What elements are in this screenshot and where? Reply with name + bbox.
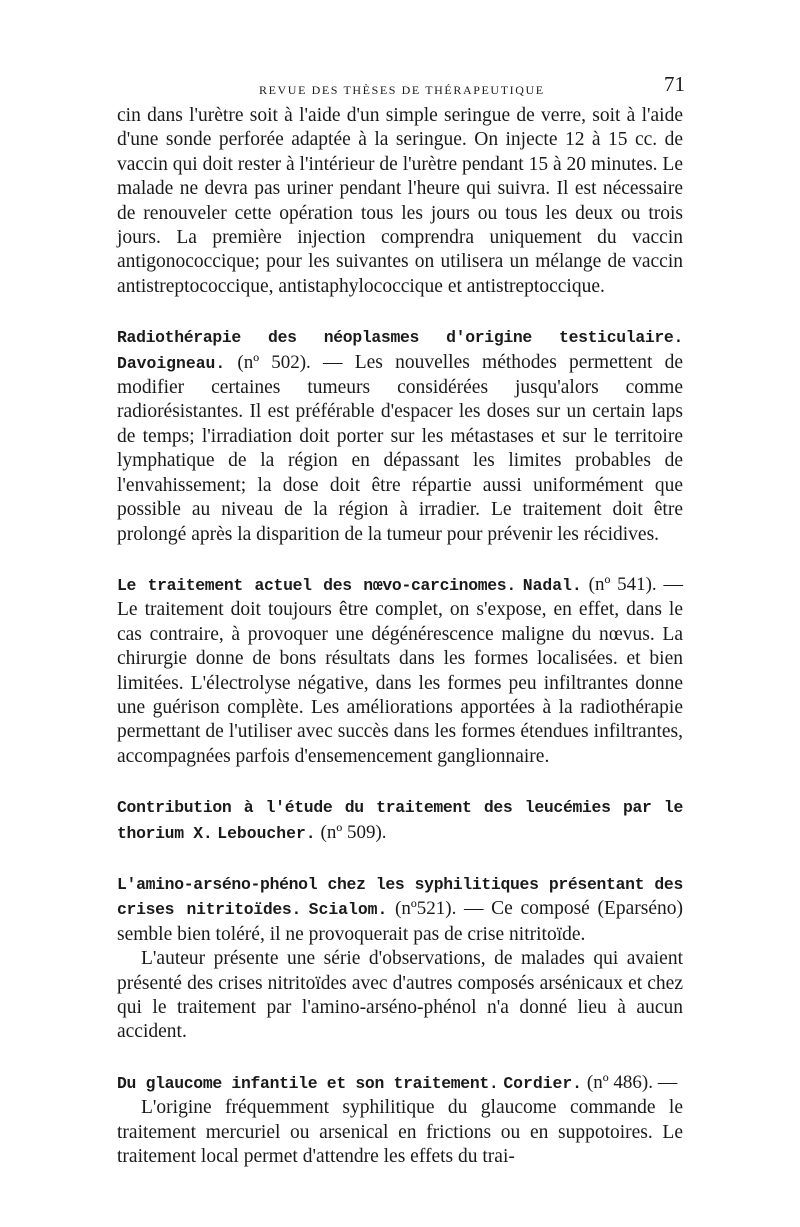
entry-reference: (nº521). (395, 898, 457, 920)
entry-title: Contribution à l'étude du traitement des leucémies par le thorium X. (117, 798, 683, 843)
entry-reference: (nº 541). (588, 573, 657, 595)
entry-body: — (657, 1071, 678, 1093)
entry-body-paragraph: L'auteur présente une série d'observations, de malades qui avaient présenté des crises nitritoïdes avec d'autres composés arsénicaux et chez qui le traitement par l'amino-arséno-phénol n'a donné lieu à aucun accident. (117, 948, 683, 1043)
entry-body: — Le traitement doit toujours être complet, on s'expose, en effet, dans le cas contraire, à provoquer une dégénérescence maligne du nœvus. La chirurgie donne de bons résultats dans les formes localisées. et bien limitées. L'électrolyse négative, dans les formes peu infiltrantes donne une guérison complète. Les améliorations apportées à la radiothérapie permettant de l'utiliser avec succès dans les formes étendues infiltrantes, accompagnées parfois d'ensemencement ganglionnaire. (117, 573, 684, 767)
entry-author: Cordier. (503, 1073, 583, 1093)
abstract-entry-noevo-carcinomes (117, 573, 683, 769)
page-number: 71 (664, 72, 685, 96)
entry-title: L'amino-arséno-phénol chez les syphilitiques présentant des crises nitritoïdes. (117, 874, 683, 920)
entry-author: Scialom. (308, 900, 388, 920)
document-page (117, 72, 683, 1169)
entry-body: — Les nouvelles méthodes permettent de modifier certaines tumeurs considérées jusqu'alors comme radiorésistantes. Il est préférable d'espacer les doses sur un certain laps de temps; l'irradiation doit porter sur les métastases et sur le territoire lymphatique de la région en dépassant les limites probables de l'envahissement; la dose doit être répartie aussi uniformément que possible au niveau de la région à irradier. Le traitement doit être prolongé après la disparition de la tumeur pour prévenir les récidives. (117, 351, 684, 545)
running-title: REVUE DES THÈSES DE THÉRAPEUTIQUE (259, 83, 545, 97)
entry-author: Davoigneau. (117, 353, 226, 373)
entry-author: Leboucher. (217, 823, 316, 843)
abstract-entry-amino-arseno-phenol (117, 872, 683, 1045)
entry-body-paragraph: L'origine fréquemment syphilitique du glaucome commande le traitement mercuriel ou arsenical en frictions ou en suppotoires. Le traitement local permet d'attendre les effets du trai- (117, 1097, 683, 1168)
entry-reference: (nº 502). (237, 351, 311, 373)
abstract-entry-glaucome (117, 1071, 683, 1170)
entry-reference: (nº 486). (586, 1071, 653, 1093)
entry-paragraph (117, 872, 683, 947)
entry-title: Du glaucome infantile et son traitement. (117, 1073, 499, 1093)
abstract-entry-radiotherapie (117, 325, 683, 547)
entry-paragraph (117, 1071, 683, 1096)
abstract-entry-leucemies (117, 795, 683, 846)
entry-paragraph (117, 573, 683, 769)
continuation-paragraph: cin dans l'urètre soit à l'aide d'un simple seringue de verre, soit à l'aide d'une sonde perforée adaptée à la seringue. On injecte 12 à 15 cc. de vaccin qui doit rester à l'intérieur de l'urètre pendant 15 à 20 minutes. Le malade ne devra pas uriner pendant l'heure qui suivra. Il est nécessaire de renouveler cette opération tous les jours ou tous les deux ou trois jours. La première injection comprendra uniquement du vaccin antigonococcique; pour les suivantes on utilisera un mélange de vaccin antistreptococcique, antistaphylococcique et antistreptoccique. (117, 105, 683, 297)
entry-author: Nadal. (522, 575, 582, 595)
entry-paragraph (117, 795, 683, 846)
entry-paragraph (117, 325, 683, 547)
entry-title: Le traitement actuel des nœvo-carcinomes. (117, 575, 516, 595)
entry-title: Radiothérapie des néoplasmes d'origine testiculaire. (117, 328, 683, 348)
running-head (117, 72, 683, 104)
entry-reference: (nº 509). (320, 821, 387, 843)
entry-body: — Ce composé (Eparséno) semble bien toléré, il ne provoquerait pas de crise nitritoïde. (117, 898, 684, 945)
